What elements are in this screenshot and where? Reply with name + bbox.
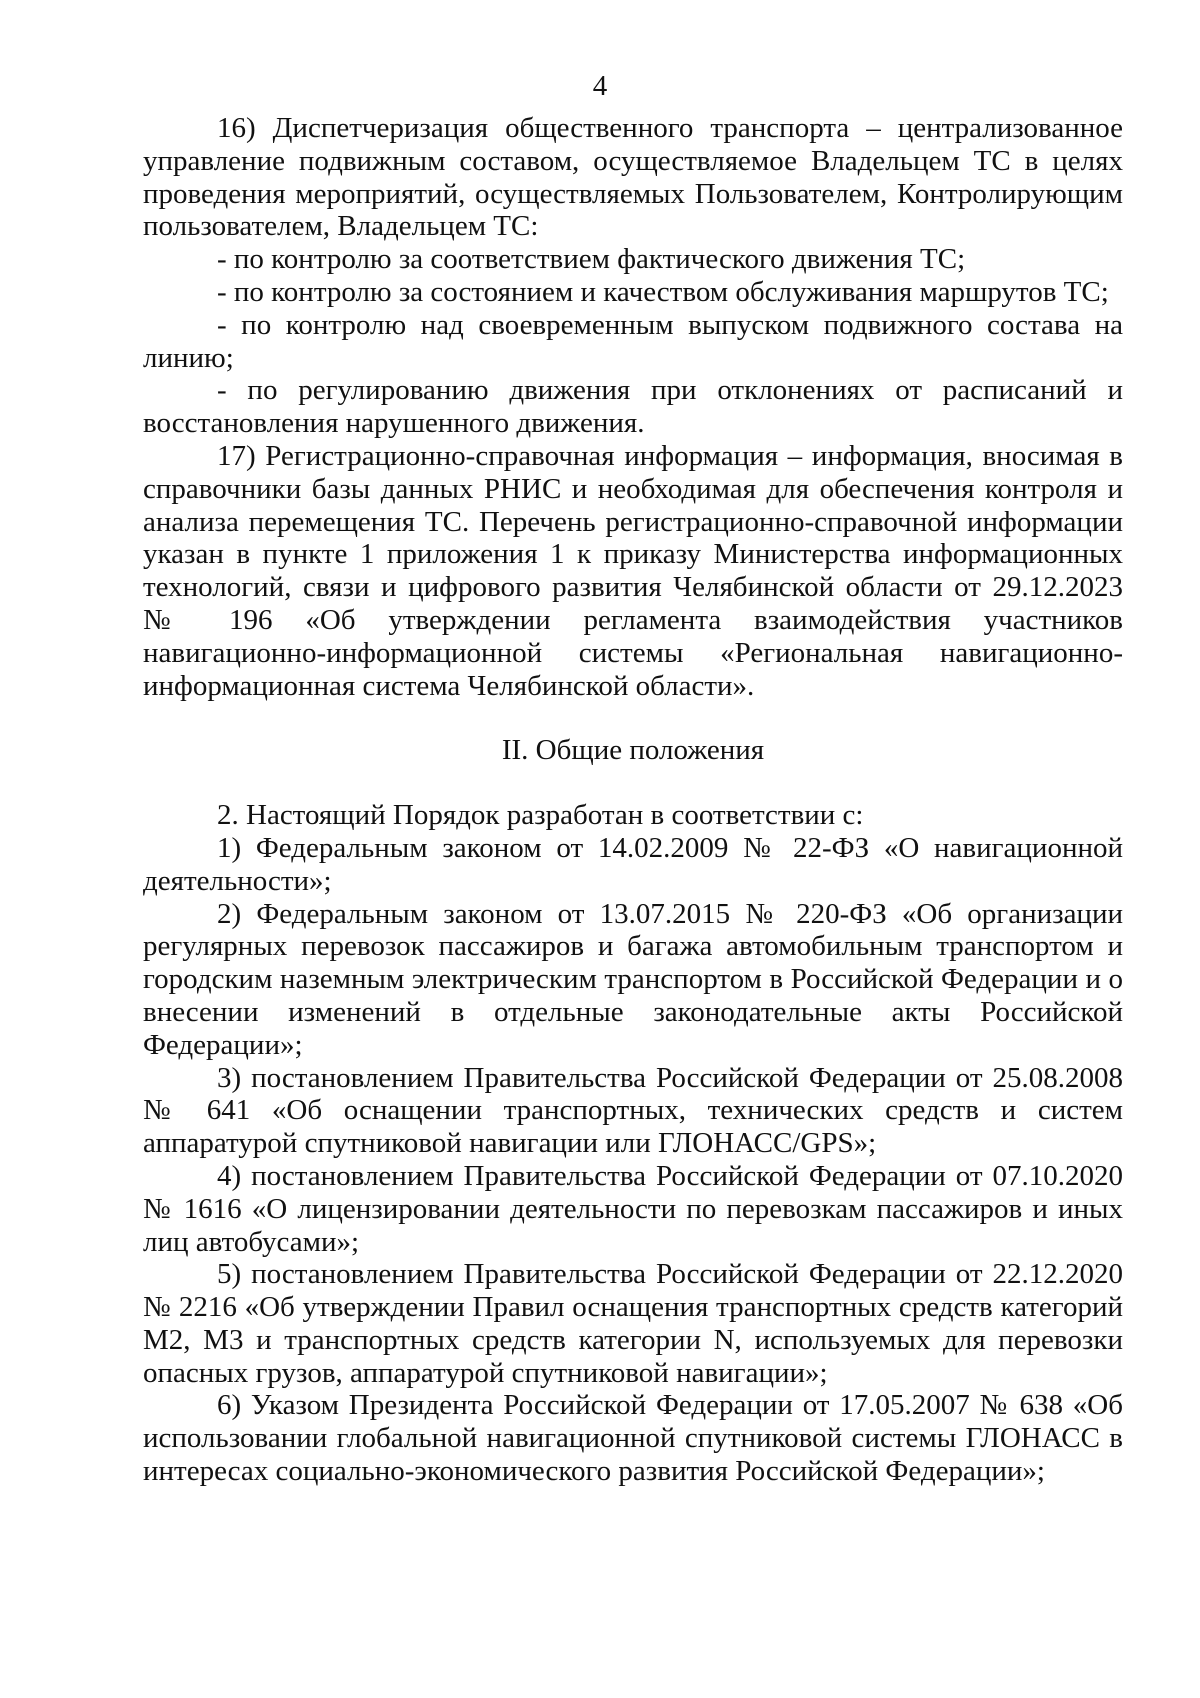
definition-16: 16) Диспетчеризация общественного транспорта – централизованное управление подвижным составом, осуществляемое Владельцем ТС в целях проведения мероприятий, осуществляемых Пользователем, Контролирующим пользователем, Владельцем ТС: [143, 112, 1123, 243]
section-heading: II. Общие положения [501, 734, 765, 767]
list-item: - по регулированию движения при отклонениях от расписаний и восстановления нарушенного движения. [143, 374, 1123, 440]
document-body [143, 112, 1123, 1488]
legal-basis-item: 6) Указом Президента Российской Федерации от 17.05.2007 № 638 «Об использовании глобальной навигационной спутниковой системы ГЛОНАСС в интересах социально-экономического развития Российской Федерации»; [143, 1389, 1123, 1488]
list-item: - по контролю за состоянием и качеством обслуживания маршрутов ТС; [217, 275, 1109, 308]
legal-basis-item: 3) постановлением Правительства Российской Федерации от 25.08.2008 № 641 «Об оснащении транспортных, технических средств и систем аппаратурой спутниковой навигации или ГЛОНАСС/GPS»; [143, 1061, 1123, 1160]
clause-2: 2. Настоящий Порядок разработан в соответствии с: [217, 799, 864, 832]
legal-basis-item: 2) Федеральным законом от 13.07.2015 № 220-ФЗ «Об организации регулярных перевозок пассажиров и багажа автомобильным транспортом и городским наземным электрическим транспортом в Российской Федерации и о внесении изменений в отдельные законодательные акты Российской Федерации»; [143, 897, 1123, 1061]
legal-basis-item: 1) Федеральным законом от 14.02.2009 № 22-ФЗ «О навигационной деятельности»; [143, 831, 1123, 897]
legal-basis-item: 5) постановлением Правительства Российской Федерации от 22.12.2020 № 2216 «Об утверждении Правил оснащения транспортных средств категорий M2, M3 и транспортных средств категории N, используемых для перевозки опасных грузов, аппаратурой спутниковой навигации»; [143, 1258, 1123, 1389]
list-item: - по контролю за соответствием фактического движения ТС; [217, 243, 966, 276]
page-number: 4 [592, 70, 608, 102]
definition-17: 17) Регистрационно-справочная информация – информация, вносимая в справочники базы данных РНИС и необходимая для обеспечения контроля и анализа перемещения ТС. Перечень регистрационно-справочной информации указан в пункте 1 приложения 1 к приказу Министерства информационных технологий, связи и цифрового развития Челябинской области от 29.12.2023 № 196 «Об утверждении регламента взаимодействия участников навигационно-информационной системы «Региональная навигационно-информационная система Челябинской области». [143, 439, 1123, 702]
legal-basis-item: 4) постановлением Правительства Российской Федерации от 07.10.2020 № 1616 «О лицензировании деятельности по перевозкам пассажиров и иных лиц автобусами»; [143, 1159, 1123, 1258]
list-item: - по контролю над своевременным выпуском подвижного состава на линию; [143, 308, 1123, 374]
